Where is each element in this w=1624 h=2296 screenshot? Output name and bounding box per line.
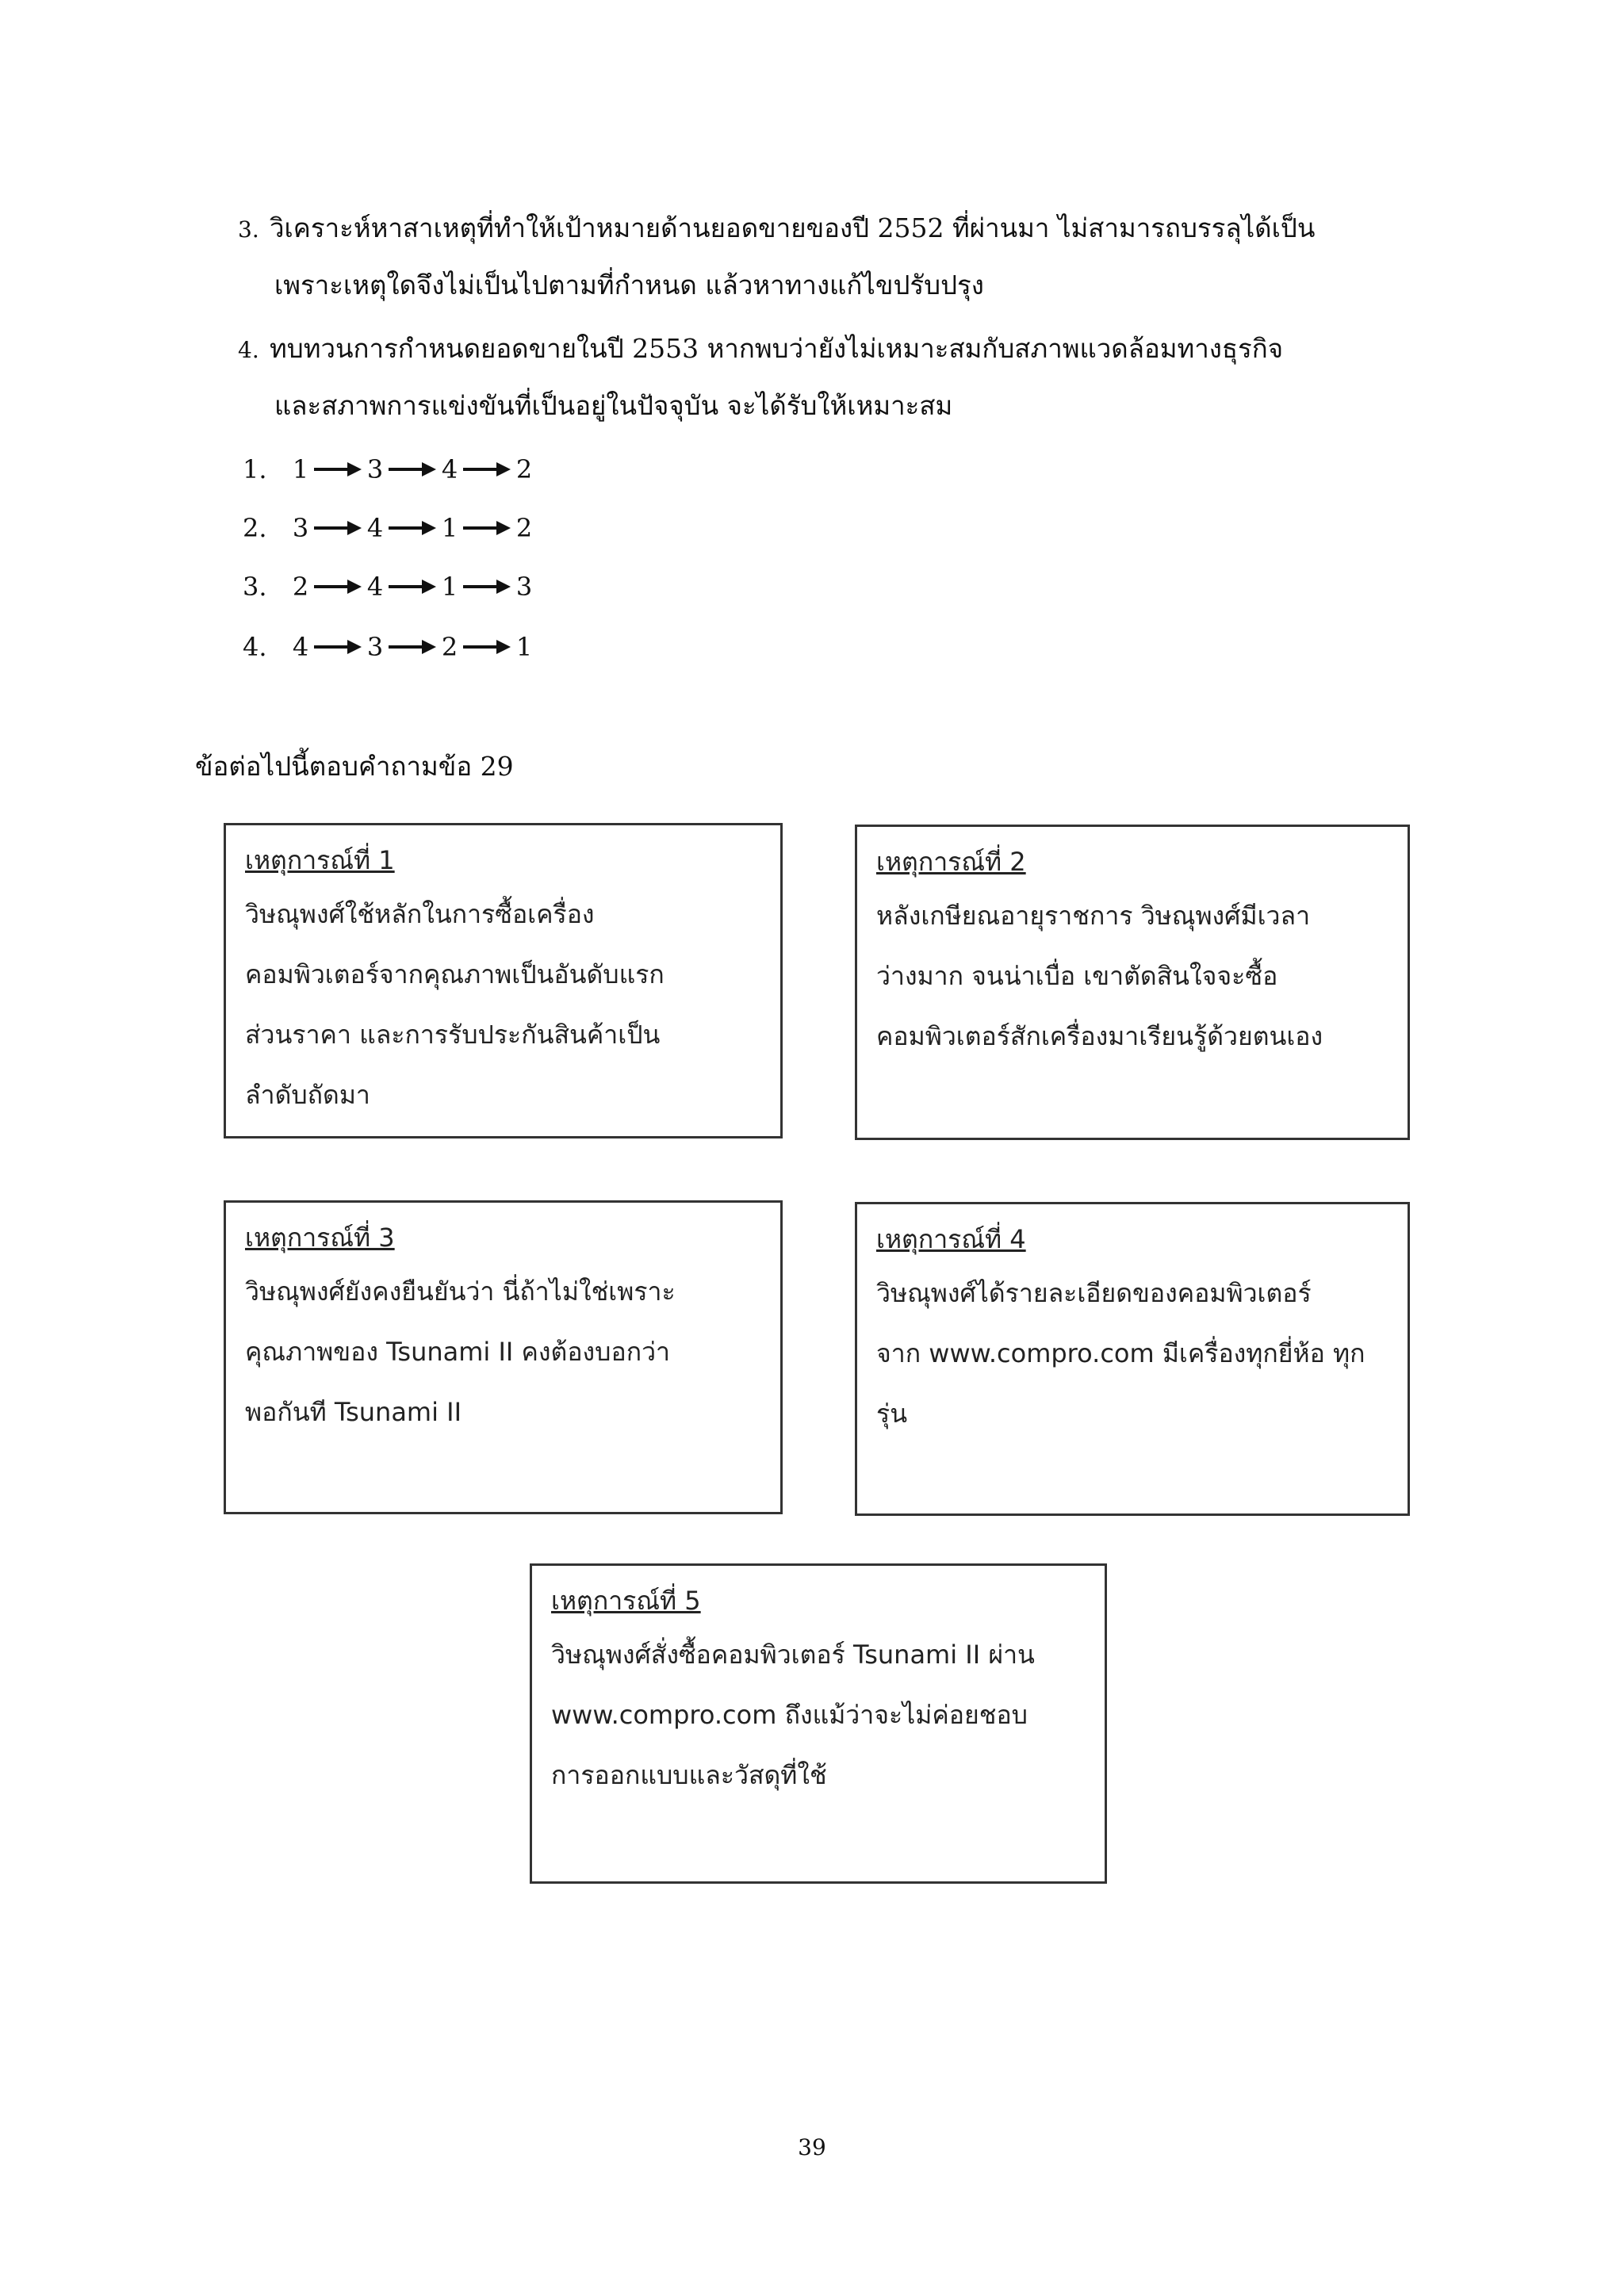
option-number: 2. <box>243 513 267 543</box>
event-box-4 <box>855 1202 1410 1516</box>
statement-3 <box>238 212 1315 246</box>
right-arrow-icon <box>312 460 363 479</box>
sequence-step: 2 <box>515 513 533 543</box>
right-arrow-icon <box>462 577 512 596</box>
option-sequence <box>292 453 533 485</box>
statement-3-continuation: เพราะเหตุใดจึงไม่เป็นไปตามที่กำหนด แล้วหาทางแก้ไขปรับปรุง <box>274 270 984 300</box>
event-title: เหตุการณ์ที่ 2 <box>876 847 1026 877</box>
event-box-3 <box>224 1200 783 1514</box>
right-arrow-icon <box>312 637 363 656</box>
sequence-step: 3 <box>366 454 384 484</box>
option-number: 1. <box>243 454 267 484</box>
sequence-step: 3 <box>366 632 384 662</box>
page-number: 39 <box>798 2134 826 2160</box>
event-line: พอกันที Tsunami II <box>245 1397 462 1427</box>
event-title: เหตุการณ์ที่ 4 <box>876 1224 1026 1254</box>
event-body <box>245 1261 780 1442</box>
option-sequence <box>292 631 533 663</box>
sequence-step: 3 <box>292 513 309 543</box>
sequence-step: 1 <box>515 632 533 662</box>
sequence-step: 1 <box>292 454 309 484</box>
sequence-step: 4 <box>292 632 309 662</box>
sequence-step: 1 <box>441 572 458 602</box>
option-sequence <box>292 512 533 544</box>
event-title: เหตุการณ์ที่ 1 <box>245 845 395 875</box>
right-arrow-icon <box>387 577 438 596</box>
statement-4 <box>238 333 1283 366</box>
event-body <box>876 886 1408 1066</box>
event-line: วิษณุพงศ์ใช้หลักในการซื้อเครื่อง <box>245 899 595 929</box>
answer-option-2[interactable] <box>243 512 533 544</box>
event-line: รุ่น <box>876 1399 908 1429</box>
event-line: หลังเกษียณอายุราชการ วิษณุพงศ์มีเวลา <box>876 901 1311 931</box>
event-line: วิษณุพงศ์สั่งซื้อคอมพิวเตอร์ Tsunami II ผ่าน <box>551 1640 1035 1670</box>
sequence-step: 3 <box>515 572 533 602</box>
event-title: เหตุการณ์ที่ 3 <box>245 1223 395 1253</box>
event-line: วิษณุพงศ์ได้รายละเอียดของคอมพิวเตอร์ <box>876 1278 1312 1308</box>
event-line: ลำดับถัดมา <box>245 1080 370 1110</box>
event-box-2 <box>855 825 1410 1140</box>
event-body <box>551 1624 1105 1805</box>
sequence-step: 1 <box>441 513 458 543</box>
sequence-step: 2 <box>441 632 458 662</box>
right-arrow-icon <box>312 519 363 538</box>
right-arrow-icon <box>462 519 512 538</box>
sequence-step: 2 <box>292 572 309 602</box>
sequence-step: 4 <box>366 513 384 543</box>
right-arrow-icon <box>462 637 512 656</box>
statement-text: วิเคราะห์หาสาเหตุที่ทำให้เป้าหมายด้านยอดขายของปี 2552 ที่ผ่านมา ไม่สามารถบรรลุได้เป็น <box>270 212 1316 243</box>
answer-option-3[interactable] <box>243 571 533 603</box>
event-body <box>876 1263 1408 1444</box>
right-arrow-icon <box>312 577 363 596</box>
option-number: 3. <box>243 572 267 602</box>
event-title: เหตุการณ์ที่ 5 <box>551 1586 701 1616</box>
option-number: 4. <box>243 632 267 662</box>
event-line: คอมพิวเตอร์สักเครื่องมาเรียนรู้ด้วยตนเอง <box>876 1021 1323 1051</box>
statement-number: 4. <box>238 337 259 363</box>
statement-4-continuation: และสภาพการแข่งขันที่เป็นอยู่ในปัจจุบัน จะได้รับให้เหมาะสม <box>274 390 953 421</box>
sequence-step: 4 <box>441 454 458 484</box>
event-line: www.compro.com ถึงแม้ว่าจะไม่ค่อยชอบ <box>551 1700 1028 1730</box>
right-arrow-icon <box>462 460 512 479</box>
sequence-step: 4 <box>366 572 384 602</box>
event-line: ส่วนราคา และการรับประกันสินค้าเป็น <box>245 1020 661 1050</box>
event-box-5 <box>530 1563 1107 1884</box>
instruction-text: ข้อต่อไปนี้ตอบคำถามข้อ 29 <box>195 751 514 782</box>
right-arrow-icon <box>387 519 438 538</box>
sequence-step: 2 <box>515 454 533 484</box>
event-line: ว่างมาก จนน่าเบื่อ เขาตัดสินใจจะซื้อ <box>876 961 1278 991</box>
right-arrow-icon <box>387 460 438 479</box>
answer-option-1[interactable] <box>243 453 533 485</box>
event-line: คอมพิวเตอร์จากคุณภาพเป็นอันดับแรก <box>245 959 665 989</box>
statement-number: 3. <box>238 216 259 243</box>
option-sequence <box>292 571 533 603</box>
event-line: คุณภาพของ Tsunami II คงต้องบอกว่า <box>245 1337 671 1367</box>
event-box-1 <box>224 823 783 1138</box>
event-body <box>245 884 780 1125</box>
answer-option-4[interactable] <box>243 631 533 663</box>
right-arrow-icon <box>387 637 438 656</box>
event-line: การออกแบบและวัสดุที่ใช้ <box>551 1760 827 1790</box>
event-line: จาก www.compro.com มีเครื่องทุกยี่ห้อ ทุก <box>876 1338 1365 1368</box>
statement-text: ทบทวนการกำหนดยอดขายในปี 2553 หากพบว่ายังไม่เหมาะสมกับสภาพแวดล้อมทางธุรกิจ <box>270 333 1284 364</box>
event-line: วิษณุพงศ์ยังคงยืนยันว่า นี่ถ้าไม่ใช่เพราะ <box>245 1276 676 1307</box>
